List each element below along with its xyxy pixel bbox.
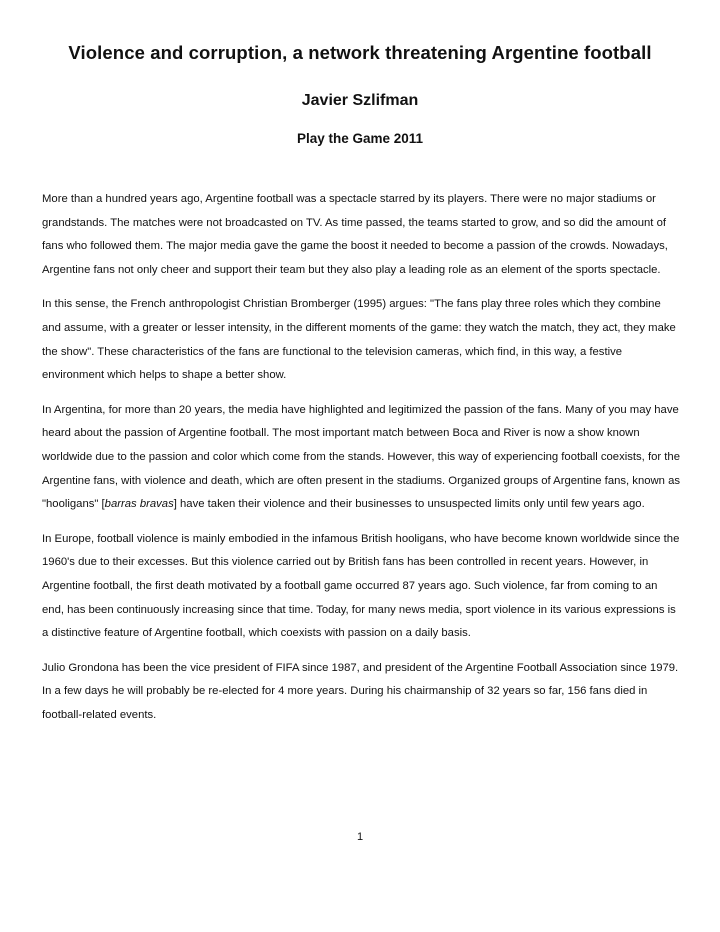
paragraph-5: Julio Grondona has been the vice president of FIFA since 1987, and president of the Argentine Football Association since 1979. In a few days he will probably be re-elected for 4 more years. During his chairmanship of 32 years so far, 156 fans died in football-related events. <box>42 661 679 721</box>
conference-name: Play the Game 2011 <box>296 131 424 146</box>
paragraph-3-text-before: In Argentina, for more than 20 years, the media have highlighted and legitimized the passion of the fans. Many of you may have heard about the passion of Argentine football. The most important match between Boca and River is now a show known worldwide due to the passion and color which come from the stands. However, this way of experiencing football coexists, for the Argentine fans, with violence and death, which are often present in the stadiums. Organized groups of Argentine fans, known as "hooligans" [ <box>42 403 681 511</box>
paragraph-2: In this sense, the French anthropologist Christian Bromberger (1995) argues: "The fans play three roles which they combine and assume, with a greater or lesser intensity, in the different moments of the game: they watch the match, they act, they make the show". These characteristics of the fans are functional to the television cameras, which find, in this way, a festive environment which helps to shape a better show. <box>42 298 676 382</box>
paragraph-4: In Europe, football violence is mainly embodied in the infamous British hooligans, who have become known worldwide since the 1960's due to their excesses. But this violence carried out by British fans has been controlled in recent years. However, in Argentine football, the first death motivated by a football game occurred 87 years ago. Such violence, far from coming to an end, has been continuously increasing since that time. Today, for many news media, sport violence in its various expressions is a distinctive feature of Argentine football, which coexists with passion on a daily basis. <box>42 532 680 640</box>
page-number: 1 <box>356 831 364 843</box>
paragraph-3-text-after: ] have taken their violence and their businesses to unsuspected limits only until few years ago. <box>173 498 645 511</box>
paragraph-3-italic-term: barras bravas <box>104 498 174 511</box>
paragraph-3 <box>42 399 682 517</box>
document-body <box>42 188 682 738</box>
author-name: Javier Szlifman <box>301 92 419 109</box>
paragraph-1: More than a hundred years ago, Argentine football was a spectacle starred by its players. There were no major stadiums or grandstands. The matches were not broadcasted on TV. As time passed, the teams started to grow, and so did the amount of fans who followed them. The major media gave the game the boost it needed to become a passion of the crowds. Nowadays, Argentine fans not only cheer and support their team but they also play a leading role as an element of the sports spectacle. <box>42 193 668 276</box>
document-title: Violence and corruption, a network threatening Argentine football <box>68 42 652 63</box>
